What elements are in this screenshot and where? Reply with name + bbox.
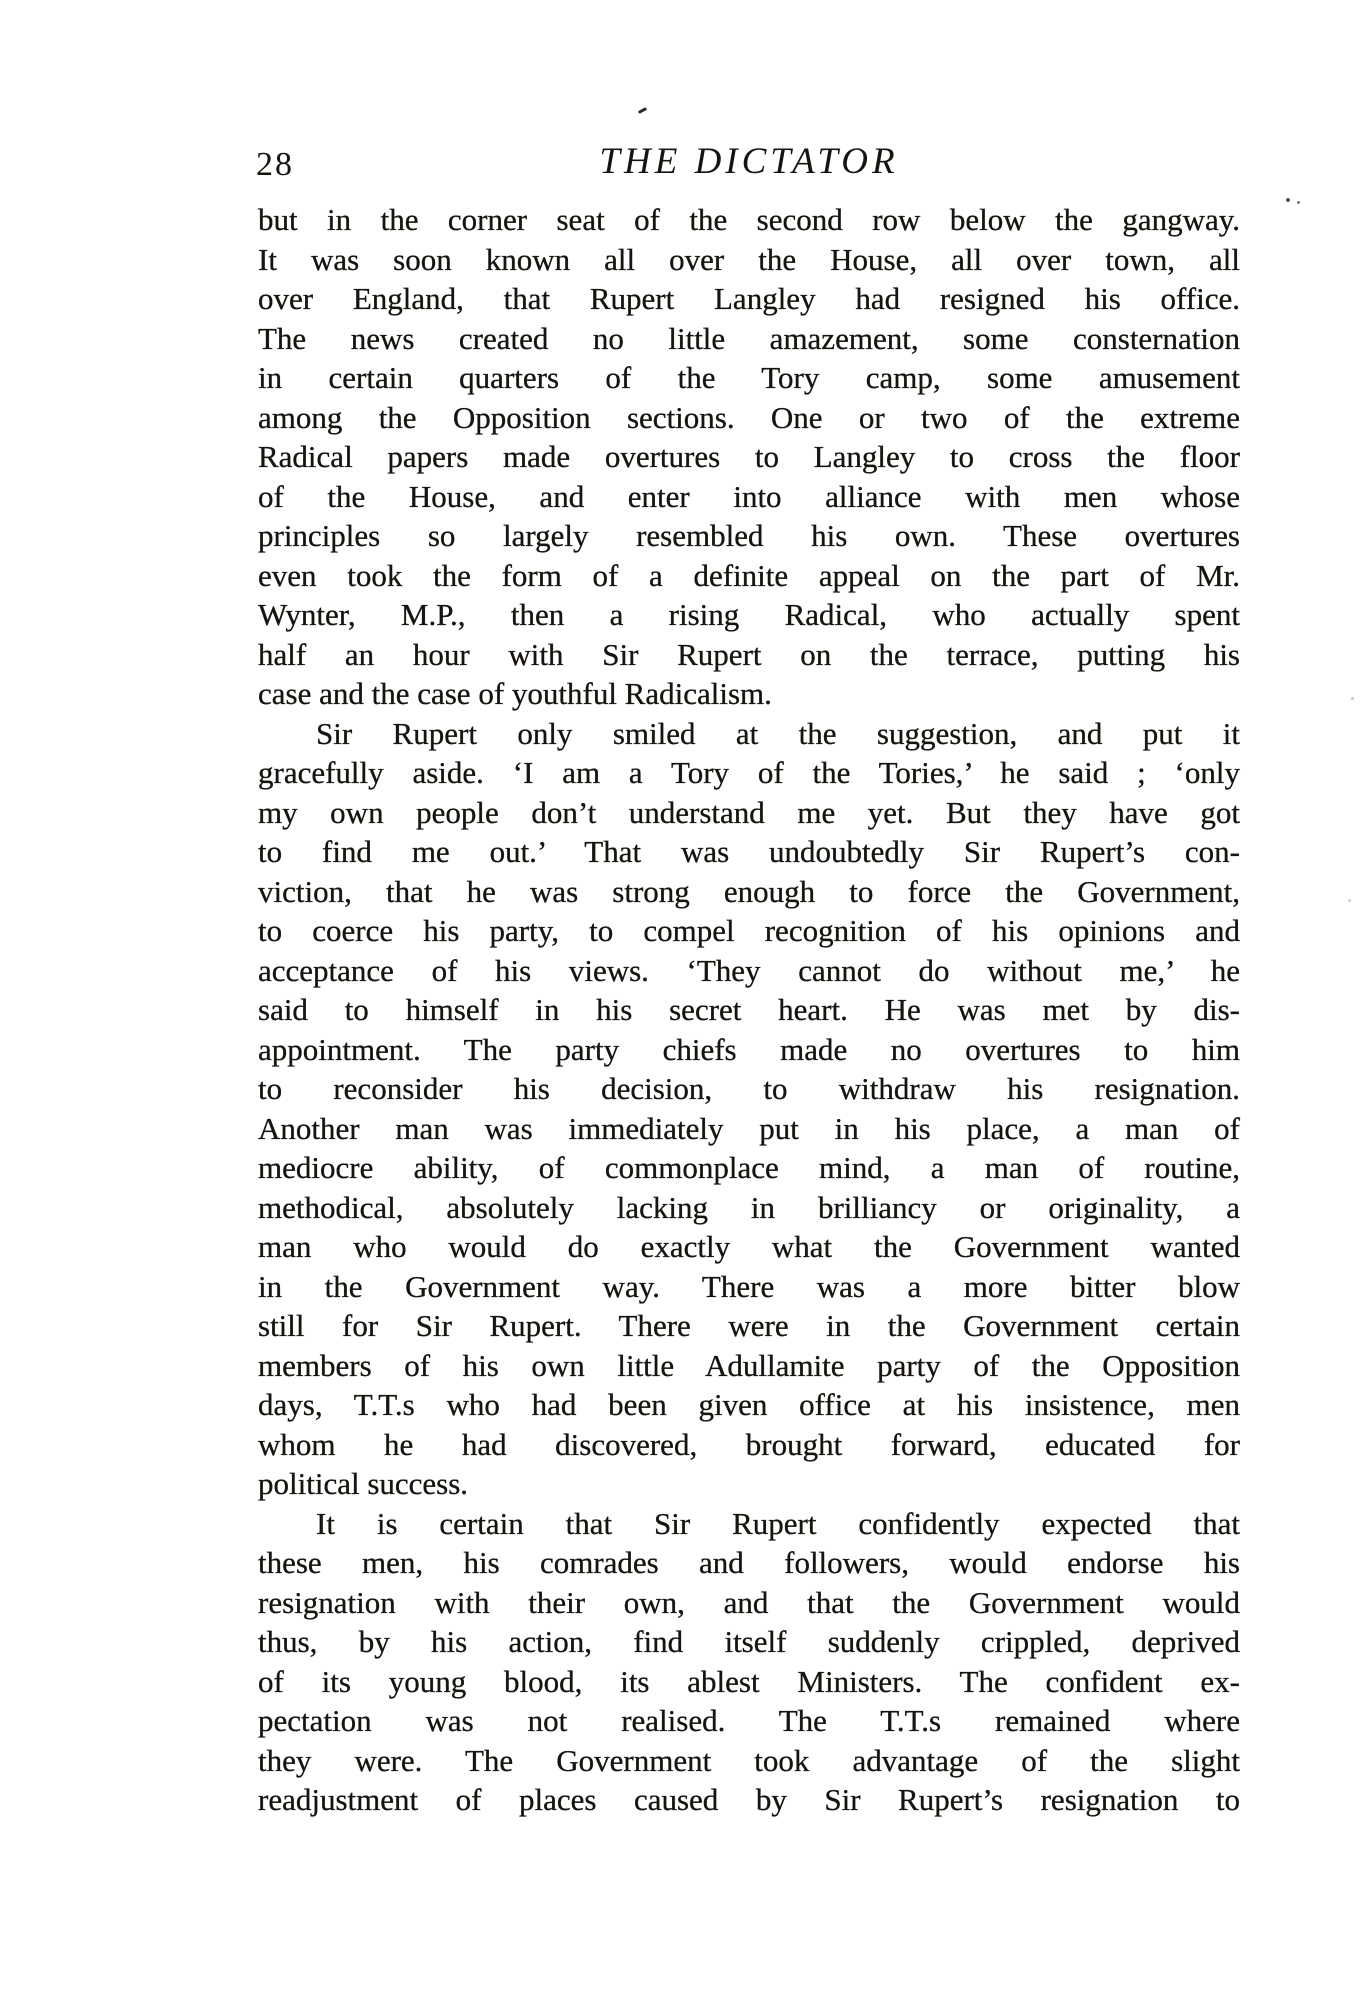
text-line: Sir Rupert only smiled at the suggestion, and put it xyxy=(316,715,1240,751)
paragraph xyxy=(258,200,1240,714)
running-title: THE DICTATOR xyxy=(599,141,899,182)
text-line: members of his own little Adullamite party of the Opposition xyxy=(258,1347,1240,1383)
text-line: viction, that he was strong enough to force the Government, xyxy=(258,873,1240,909)
text-line: principles so largely resembled his own. These overtures xyxy=(258,518,1240,553)
text-line: resignation with their own, and that the Government would xyxy=(258,1584,1240,1620)
text-line: over England, that Rupert Langley had resigned his office. xyxy=(258,281,1240,316)
text-line: mediocre ability, of commonplace mind, a man of routine, xyxy=(258,1150,1240,1185)
text-line: these men, his comrades and followers, would endorse his xyxy=(258,1545,1240,1580)
paragraph xyxy=(258,714,1240,1504)
paragraph xyxy=(258,1504,1240,1820)
text-line: case and the case of youthful Radicalism. xyxy=(258,676,772,711)
text-line: in the Government way. There was a more bitter blow xyxy=(258,1268,1240,1304)
text-line: readjustment of places caused by Sir Rupert’s resignation to xyxy=(258,1782,1240,1817)
text-line: still for Sir Rupert. There were in the Government certain xyxy=(258,1308,1240,1343)
scan-speck xyxy=(638,107,647,114)
text-line: said to himself in his secret heart. He was met by dis- xyxy=(258,992,1240,1027)
text-line: to coerce his party, to compel recognition of his opinions and xyxy=(258,913,1240,948)
text-line: political success. xyxy=(258,1466,469,1501)
scan-speck xyxy=(1297,201,1300,204)
text-line: to reconsider his decision, to withdraw his resignation. xyxy=(258,1071,1240,1106)
text-line: pectation was not realised. The T.T.s remained where xyxy=(258,1703,1240,1738)
page-number: 28 xyxy=(256,146,294,183)
text-line: to find me out.’ That was undoubtedly Sir Rupert’s con- xyxy=(258,834,1240,869)
text-line: man who would do exactly what the Government wanted xyxy=(258,1229,1240,1264)
text-line: gracefully aside. ‘I am a Tory of the Tories,’ he said ; ‘only xyxy=(258,755,1240,790)
text-line: Wynter, M.P., then a rising Radical, who actually spent xyxy=(258,597,1240,632)
text-line: Radical papers made overtures to Langley to cross the floor xyxy=(258,439,1240,474)
text-line: among the Opposition sections. One or two of the extreme xyxy=(258,399,1240,435)
scan-speck xyxy=(1351,697,1354,700)
text-line: methodical, absolutely lacking in brilliancy or originality, a xyxy=(258,1189,1240,1225)
text-line: The news created no little amazement, some consternation xyxy=(258,320,1240,356)
text-line: they were. The Government took advantage of the slight xyxy=(258,1742,1240,1778)
text-line: Another man was immediately put in his place, a man of xyxy=(258,1110,1240,1146)
text-line: thus, by his action, find itself suddenly crippled, deprived xyxy=(258,1624,1240,1659)
text-line: It is certain that Sir Rupert confidently expected that xyxy=(316,1505,1240,1541)
scan-speck xyxy=(1348,899,1351,902)
text-line: days, T.T.s who had been given office at his insistence, men xyxy=(258,1387,1240,1422)
text-line: but in the corner seat of the second row below the gangway. xyxy=(258,202,1240,237)
text-line: half an hour with Sir Rupert on the terrace, putting his xyxy=(258,636,1240,672)
page-body xyxy=(258,200,1240,1820)
text-line: my own people don’t understand me yet. But they have got xyxy=(258,794,1240,830)
text-line: even took the form of a definite appeal on the part of Mr. xyxy=(258,557,1240,593)
text-line: acceptance of his views. ‘They cannot do without me,’ he xyxy=(258,952,1240,988)
text-line: It was soon known all over the House, all over town, all xyxy=(258,241,1240,277)
text-line: appointment. The party chiefs made no overtures to him xyxy=(258,1031,1240,1067)
text-line: whom he had discovered, brought forward, educated for xyxy=(258,1426,1240,1462)
text-line: in certain quarters of the Tory camp, some amusement xyxy=(258,360,1240,395)
text-line: of the House, and enter into alliance with men whose xyxy=(258,478,1240,514)
text-line: of its young blood, its ablest Ministers. The confident ex- xyxy=(258,1663,1240,1699)
scan-speck xyxy=(1286,198,1290,202)
